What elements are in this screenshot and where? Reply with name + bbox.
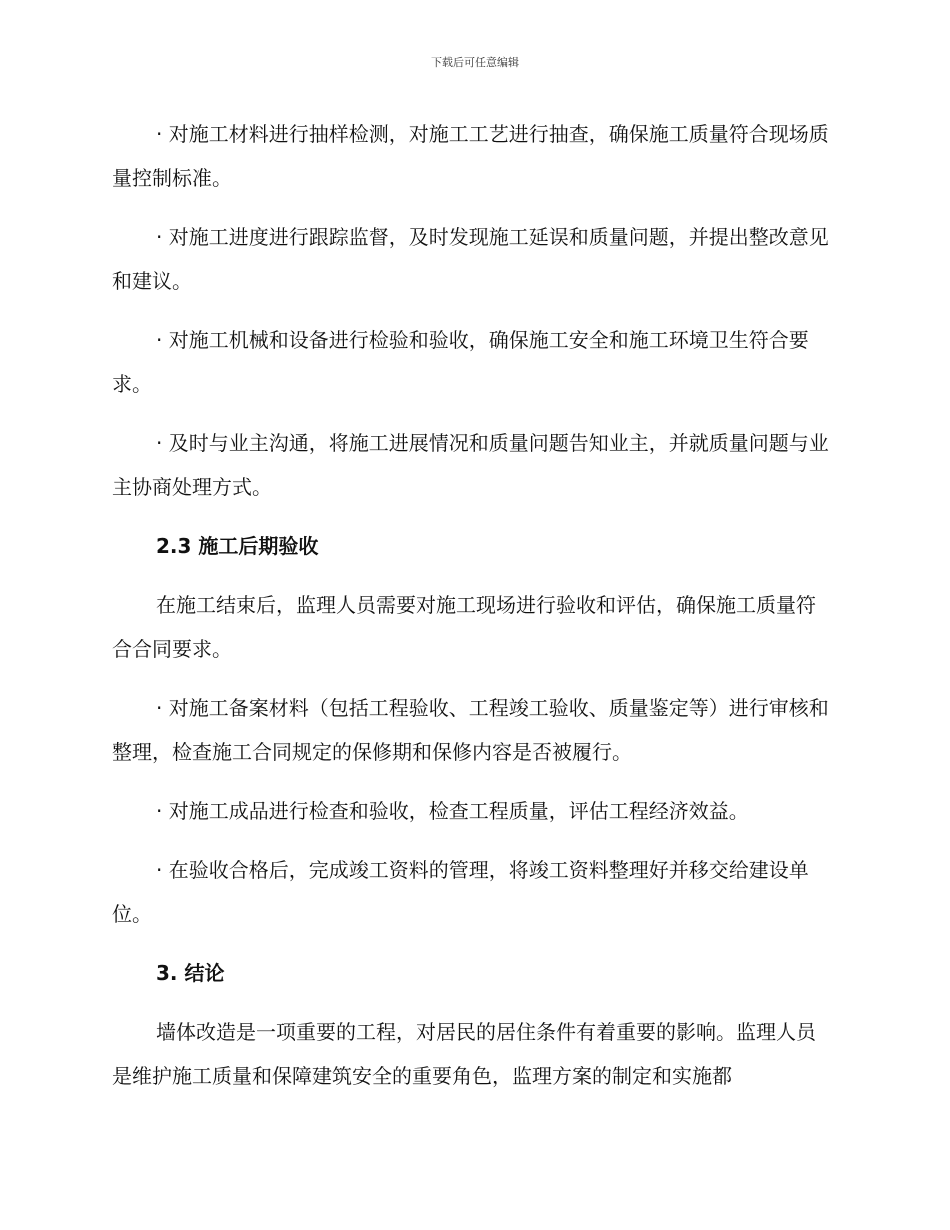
paragraph-post-construction-acceptance: 在施工结束后，监理人员需要对施工现场进行验收和评估，确保施工质量符合合同要求。: [112, 593, 816, 661]
bullet-material-sampling: · 对施工材料进行抽样检测，对施工工艺进行抽查，确保施工质量符合现场质量控制标准。: [112, 122, 829, 190]
bullet-finished-product-inspection: · 对施工成品进行检查和验收，检查工程质量，评估工程经济效益。: [156, 799, 749, 823]
bullet-owner-communication: · 及时与业主沟通，将施工进展情况和质量问题告知业主，并就质量问题与业主协商处理方式。: [112, 431, 829, 499]
section-heading-3-conclusion: 3. 结论: [156, 961, 225, 985]
document-body: [112, 112, 832, 1113]
bullet-filing-materials-review: · 对施工备案材料（包括工程验收、工程竣工验收、质量鉴定等）进行审核和整理，检查施工合同规定的保修期和保修内容是否被履行。: [112, 696, 829, 764]
section-heading-2-3: 2.3 施工后期验收: [156, 534, 319, 558]
paragraph-conclusion: 墙体改造是一项重要的工程，对居民的居住条件有着重要的影响。监理人员是维护施工质量和保障建筑安全的重要角色，监理方案的制定和实施都: [112, 1020, 816, 1088]
bullet-equipment-inspection: · 对施工机械和设备进行检验和验收，确保施工安全和施工环境卫生符合要求。: [112, 328, 809, 396]
bullet-progress-supervision: · 对施工进度进行跟踪监督，及时发现施工延误和质量问题，并提出整改意见和建议。: [112, 225, 829, 293]
bullet-completion-documents: · 在验收合格后，完成竣工资料的管理，将竣工资料整理好并移交给建设单位。: [112, 858, 809, 926]
page-header-note: 下载后可任意编辑: [431, 56, 519, 69]
